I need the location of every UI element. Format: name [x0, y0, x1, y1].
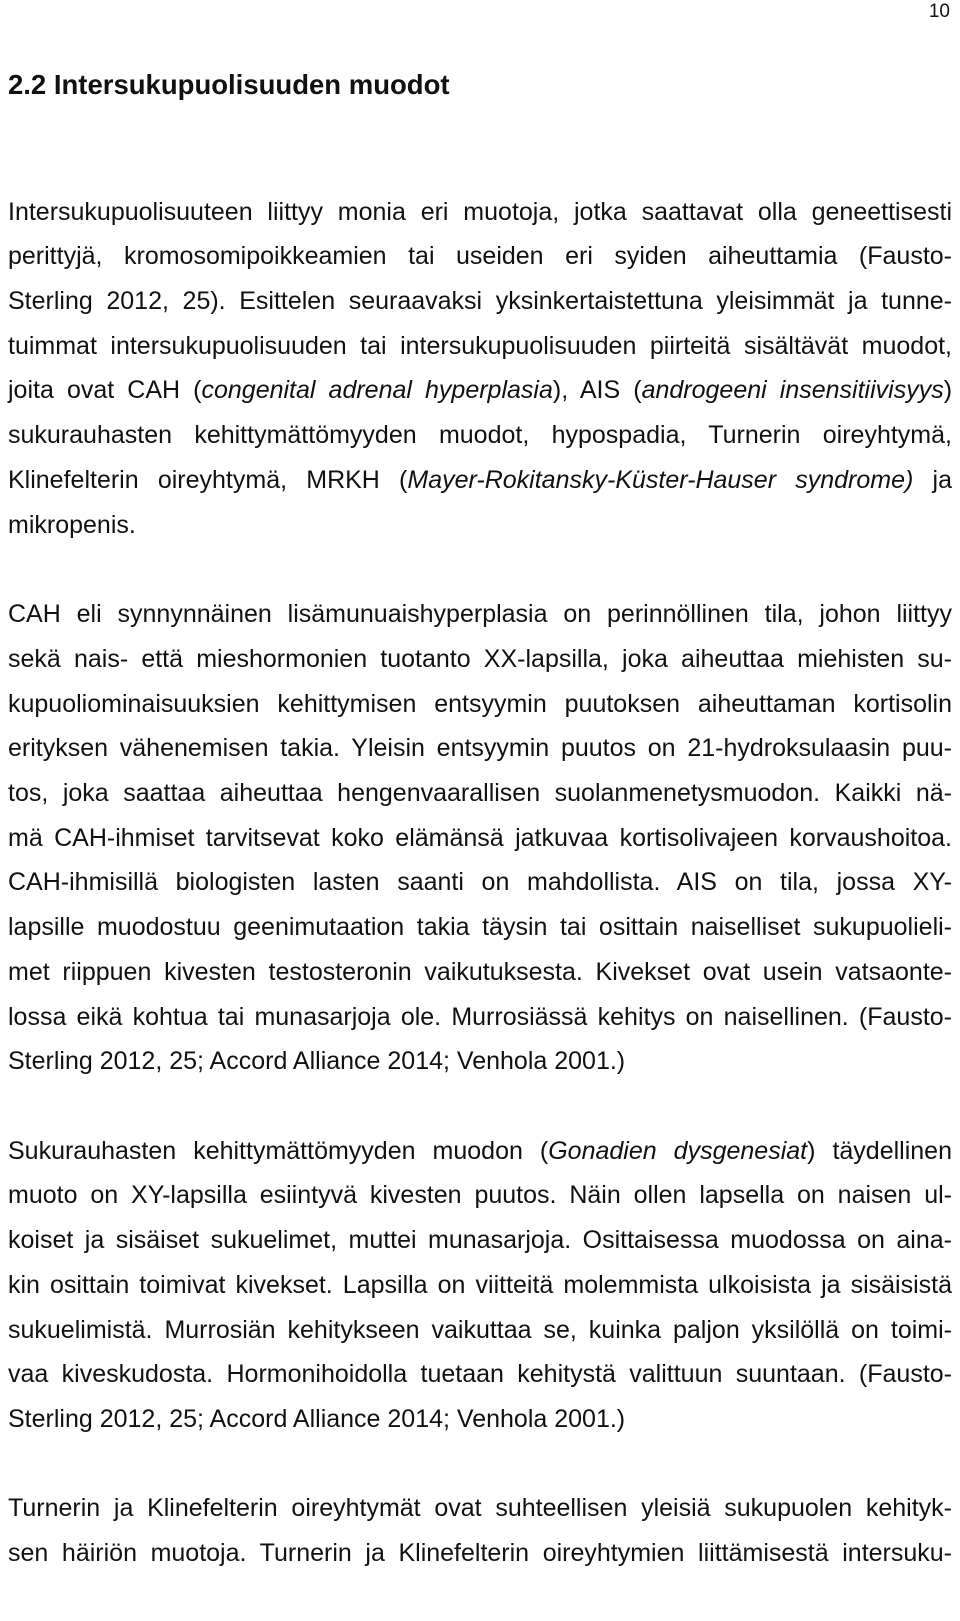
text-line: erityksen vähenemisen takia. Yleisin entsyymin puutos on 21-hydroksulaasin puu-	[8, 734, 952, 763]
text-segment: ) täydellinen	[807, 1136, 952, 1165]
text-line: kin osittain toimivat kivekset. Lapsilla on viitteitä molemmista ulkoisista ja sisäisistä	[8, 1270, 952, 1299]
italic-term: androgeeni insensitiivisyys	[641, 376, 944, 405]
text-line: lapsille muodostuu geenimutaation takia täysin tai osittain naiselliset sukupuolieli-	[8, 913, 952, 942]
text-line	[8, 458, 952, 503]
text-line: Intersukupuolisuuteen liittyy monia eri muotoja, jotka saattavat olla geneettisesti	[8, 197, 952, 226]
paragraph-2	[8, 592, 952, 1084]
text-line: sekä nais- että mieshormonien tuotanto XX-lapsilla, joka aiheuttaa miehisten su-	[8, 644, 952, 673]
text-line: mikropenis.	[8, 510, 136, 539]
text-line: vaa kiveskudosta. Hormonihoidolla tuetaan kehitystä valittuun suuntaan. (Fausto-	[8, 1360, 952, 1389]
section-heading: 2.2 Intersukupuolisuuden muodot	[8, 69, 450, 100]
text-segment: joita ovat CAH (	[8, 376, 202, 405]
text-line: kupuoliominaisuuksien kehittymisen entsyymin puutoksen aiheuttaman kortisolin	[8, 689, 952, 718]
text-line: Sterling 2012, 25; Accord Alliance 2014; Venhola 2001.)	[8, 1047, 626, 1076]
text-line: met riippuen kivesten testosteronin vaikutuksesta. Kivekset ovat usein vatsaonte-	[8, 957, 952, 986]
text-line: sukurauhasten kehittymättömyyden muodot, hypospadia, Turnerin oireyhtymä,	[8, 421, 952, 450]
text-line: Sterling 2012, 25). Esittelen seuraavaksi yksinkertaistettuna yleisimmät ja tunne-	[8, 287, 952, 316]
body-text	[8, 190, 952, 1621]
italic-term: Mayer-Rokitansky-Küster-Hauser syndrome)	[407, 465, 914, 494]
text-segment: Klinefelterin oireyhtymä, MRKH (	[8, 465, 408, 494]
text-segment: Sukurauhasten kehittymättömyyden muodon (	[8, 1136, 549, 1165]
paragraph-3	[8, 1129, 952, 1442]
text-line: tuimmat intersukupuolisuuden tai intersukupuolisuuden piirteitä sisältävät muodot,	[8, 331, 952, 360]
text-line: Turnerin ja Klinefelterin oireyhtymät ovat suhteellisen yleisiä sukupuolen kehityk-	[8, 1494, 952, 1523]
text-line: Sterling 2012, 25; Accord Alliance 2014; Venhola 2001.)	[8, 1405, 626, 1433]
text-line	[8, 368, 952, 413]
text-line: muoto on XY-lapsilla esiintyvä kivesten puutos. Näin ollen lapsella on naisen ul-	[8, 1181, 952, 1210]
text-segment: )	[943, 376, 953, 405]
page-number: 10	[928, 1, 950, 22]
text-segment: ja	[913, 465, 952, 494]
italic-term: congenital adrenal hyperplasia	[201, 376, 553, 405]
text-line: lossa eikä kohtua tai munasarjoja ole. Murrosiässä kehitys on naisellinen. (Fausto-	[8, 1002, 952, 1031]
paragraph-1	[8, 190, 952, 548]
text-line: koiset ja sisäiset sukuelimet, muttei munasarjoja. Osittaisessa muodossa on aina-	[8, 1226, 952, 1255]
text-line: mä CAH-ihmiset tarvitsevat koko elämänsä jatkuvaa kortisolivajeen korvaushoitoa.	[8, 823, 952, 852]
text-line: CAH-ihmisillä biologisten lasten saanti on mahdollista. AIS on tila, jossa XY-	[8, 868, 952, 897]
text-line: tos, joka saattaa aiheuttaa hengenvaarallisen suolanmenetysmuodon. Kaikki nä-	[8, 778, 952, 807]
text-line: CAH eli synnynnäinen lisämunuaishyperplasia on perinnöllinen tila, johon liittyy	[8, 600, 952, 629]
italic-term: Gonadien dysgenesiat	[548, 1136, 808, 1165]
text-segment: ), AIS (	[552, 376, 642, 405]
text-line	[8, 1129, 952, 1174]
text-line: sukuelimistä. Murrosiän kehitykseen vaikuttaa se, kuinka paljon yksilöllä on toimi-	[8, 1315, 952, 1344]
text-line: perittyjä, kromosomipoikkeamien tai useiden eri syiden aiheuttamia (Fausto-	[8, 242, 952, 271]
paragraph-4	[8, 1486, 952, 1575]
text-line: sen häiriön muotoja. Turnerin ja Klinefelterin oireyhtymien liittämisestä intersuku-	[8, 1539, 952, 1568]
